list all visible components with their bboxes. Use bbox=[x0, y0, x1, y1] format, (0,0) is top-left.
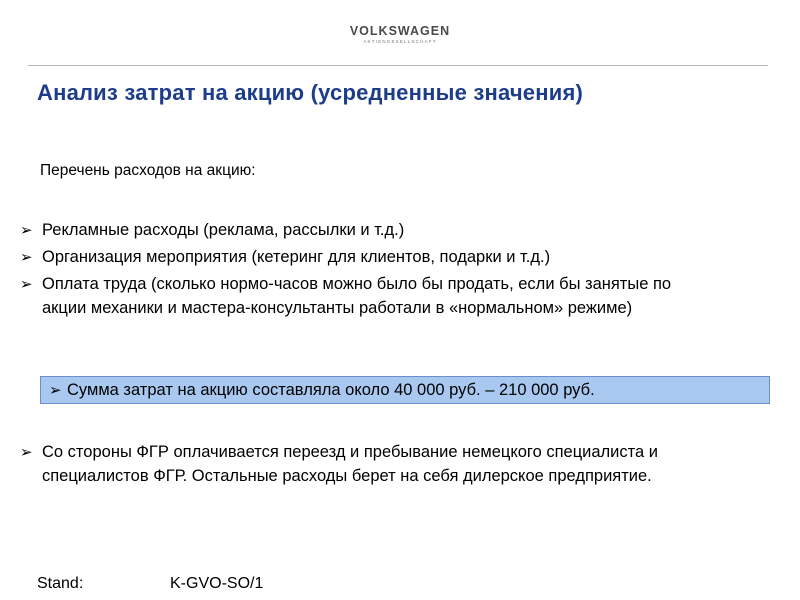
list-item bbox=[20, 272, 710, 320]
list-item bbox=[20, 440, 710, 488]
footer bbox=[37, 575, 264, 593]
expense-list bbox=[20, 218, 710, 323]
arrow-bullet-icon: ➢ bbox=[49, 381, 62, 399]
list-item bbox=[20, 245, 710, 269]
header-divider bbox=[28, 65, 768, 66]
arrow-bullet-icon: ➢ bbox=[20, 248, 33, 266]
slide-title: Анализ затрат на акцию (усредненные значения) bbox=[37, 80, 584, 105]
logo-subtitle: AKTIENGESELLSCHAFT bbox=[363, 39, 437, 44]
footer-label: Stand: bbox=[37, 575, 84, 592]
arrow-bullet-icon: ➢ bbox=[20, 275, 33, 293]
note-list bbox=[20, 440, 710, 488]
logo-wordmark: VOLKSWAGEN bbox=[349, 24, 451, 38]
list-item-text: Организация мероприятия (кетеринг для клиентов, подарки и т.д.) bbox=[42, 248, 551, 266]
note-text: Со стороны ФГР оплачивается переезд и пребывание немецкого специалиста и специалистов ФГР. Остальные расходы берет на себя дилерское предприятие. bbox=[42, 443, 659, 485]
list-item-text: Рекламные расходы (реклама, рассылки и т.д.) bbox=[42, 221, 405, 239]
footer-code: K-GVO-SO/1 bbox=[170, 575, 264, 592]
arrow-bullet-icon: ➢ bbox=[20, 221, 33, 239]
cost-summary-box bbox=[40, 376, 770, 404]
volkswagen-logo bbox=[330, 24, 470, 44]
cost-summary bbox=[49, 380, 595, 400]
arrow-bullet-icon: ➢ bbox=[20, 443, 33, 461]
intro-text: Перечень расходов на акцию: bbox=[40, 162, 256, 179]
list-item-text: Оплата труда (сколько нормо-часов можно было бы продать, если бы занятые по акции механики и мастера-консультанты работали в «нормальном» режиме) bbox=[42, 275, 672, 317]
list-item bbox=[20, 218, 710, 242]
cost-summary-text: Сумма затрат на акцию составляла около 40 000 руб. – 210 000 руб. bbox=[67, 381, 595, 399]
